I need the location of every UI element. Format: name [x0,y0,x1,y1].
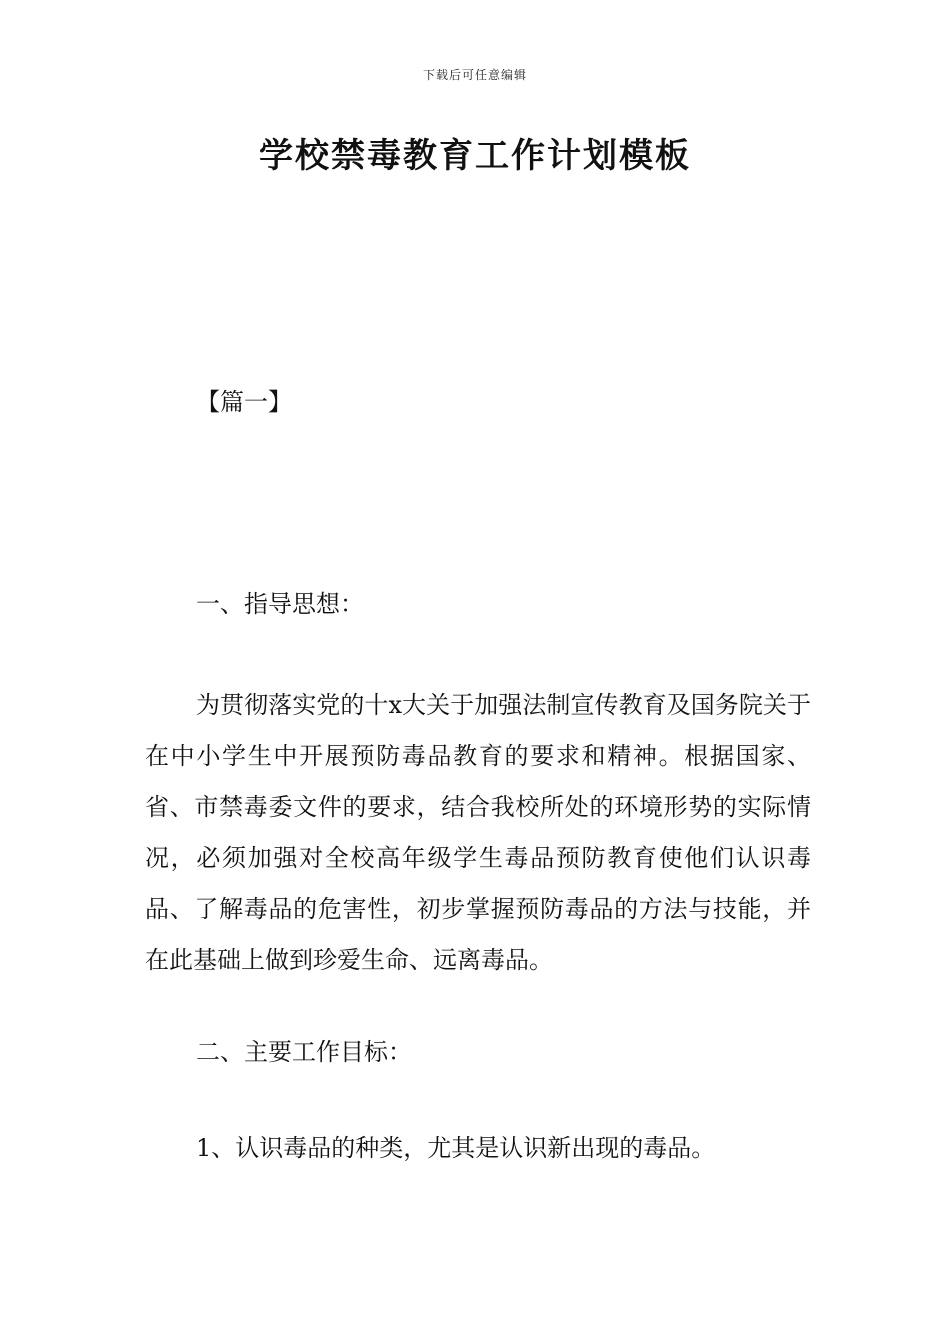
heading-main-goals: 二、主要工作目标： [196,1038,412,1066]
header-note: 下载后可任意编辑 [422,68,527,82]
list-item-goal-1: 1、认识毒品的种类，尤其是认识新出现的毒品。 [196,1134,716,1162]
paragraph-guiding-thought: 为贯彻落实党的十x大关于加强法制宣传教育及国务院关于在中小学生中开展预防毒品教育的要求和精神。根据国家、省、市禁毒委文件的要求，结合我校所处的环境形势的实际情况，必须加强对全校高年级学生毒品预防教育使他们认识毒品、了解毒品的危害性，初步掌握预防毒品的方法与技能，并在此基础上做到珍爱生命、远离毒品。 [145,691,811,974]
heading-guiding-thought: 一、指导思想： [196,590,364,618]
document-title: 学校禁毒教育工作计划模板 [259,136,691,176]
section-tag: 【篇一】 [196,388,292,416]
